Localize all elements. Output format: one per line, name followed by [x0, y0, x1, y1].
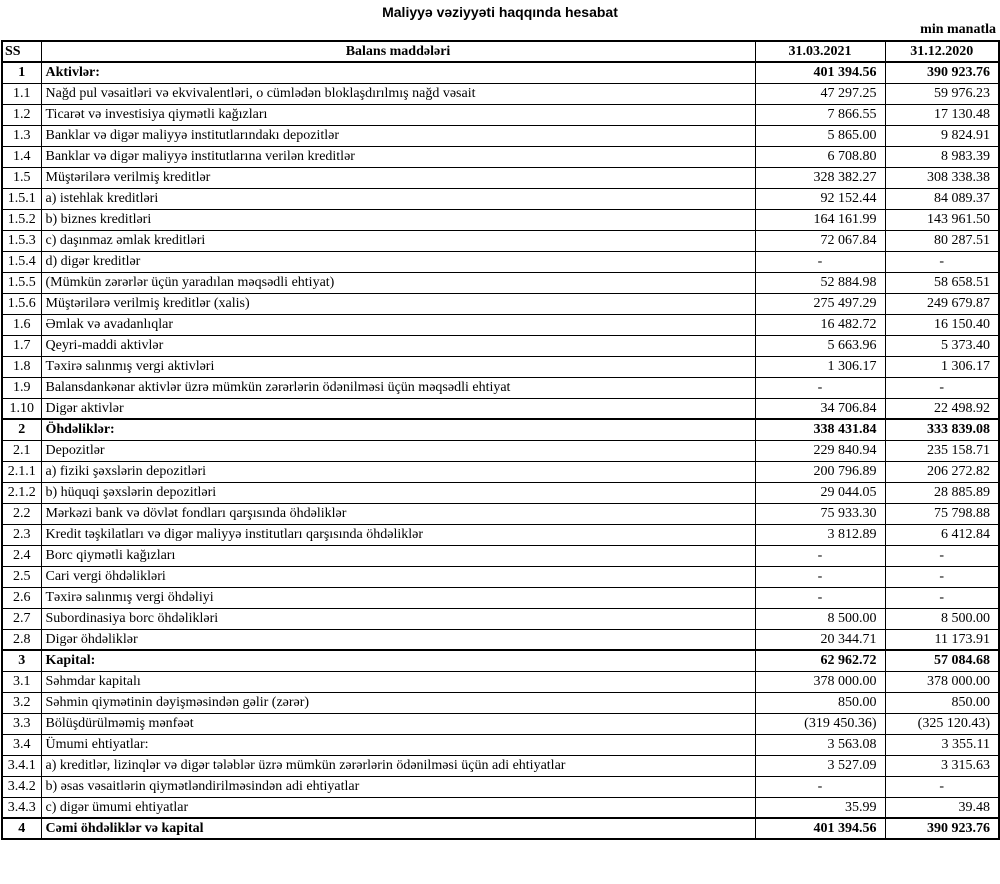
value-2021-cell: 75 933.30 [755, 503, 885, 524]
table-row [2, 440, 999, 461]
value-2020-cell: 850.00 [885, 692, 999, 713]
table-row [2, 650, 999, 671]
value-2021-cell: 20 344.71 [755, 629, 885, 650]
table-row [2, 482, 999, 503]
col-header-balance-items: Balans maddələri [41, 41, 755, 62]
table-row [2, 776, 999, 797]
row-number-cell: 2.4 [2, 545, 41, 566]
row-number-cell: 1.6 [2, 314, 41, 335]
value-2020-cell: 8 983.39 [885, 146, 999, 167]
balance-item-label: Depozitlər [41, 440, 755, 461]
table-row [2, 713, 999, 734]
value-2020-cell: - [885, 566, 999, 587]
table-row [2, 671, 999, 692]
value-2020-cell: (325 120.43) [885, 713, 999, 734]
value-2021-cell: - [755, 587, 885, 608]
value-2020-cell: 390 923.76 [885, 818, 999, 839]
row-number-cell: 1.3 [2, 125, 41, 146]
row-number-cell: 2.3 [2, 524, 41, 545]
value-2020-cell: - [885, 545, 999, 566]
table-row [2, 251, 999, 272]
table-row [2, 209, 999, 230]
table-row [2, 629, 999, 650]
value-2021-cell: - [755, 251, 885, 272]
value-2020-cell: 16 150.40 [885, 314, 999, 335]
value-2021-cell: - [755, 545, 885, 566]
balance-item-label: c) daşınmaz əmlak kreditləri [41, 230, 755, 251]
value-2020-cell: 75 798.88 [885, 503, 999, 524]
balance-item-label: b) hüquqi şəxslərin depozitləri [41, 482, 755, 503]
value-2021-cell: 35.99 [755, 797, 885, 818]
row-number-cell: 2.7 [2, 608, 41, 629]
balance-item-label: Banklar və digər maliyyə institutlarına verilən kreditlər [41, 146, 755, 167]
value-2021-cell: 401 394.56 [755, 818, 885, 839]
value-2021-cell: 401 394.56 [755, 62, 885, 83]
row-number-cell: 1 [2, 62, 41, 83]
balance-sheet-table [1, 40, 1000, 840]
row-number-cell: 3.2 [2, 692, 41, 713]
balance-item-label: b) biznes kreditləri [41, 209, 755, 230]
col-header-ss: SS [2, 41, 41, 62]
value-2020-cell: - [885, 251, 999, 272]
value-2021-cell: - [755, 776, 885, 797]
value-2021-cell: 229 840.94 [755, 440, 885, 461]
table-row [2, 377, 999, 398]
table-row [2, 230, 999, 251]
value-2020-cell: - [885, 587, 999, 608]
table-row [2, 734, 999, 755]
value-2021-cell: 378 000.00 [755, 671, 885, 692]
table-row [2, 62, 999, 83]
row-number-cell: 2.5 [2, 566, 41, 587]
balance-item-label: Təxirə salınmış vergi aktivləri [41, 356, 755, 377]
value-2020-cell: 22 498.92 [885, 398, 999, 419]
row-number-cell: 1.4 [2, 146, 41, 167]
value-2020-cell: 11 173.91 [885, 629, 999, 650]
row-number-cell: 3.4.2 [2, 776, 41, 797]
balance-item-label: a) istehlak kreditləri [41, 188, 755, 209]
row-number-cell: 3.1 [2, 671, 41, 692]
value-2020-cell: 39.48 [885, 797, 999, 818]
table-row [2, 356, 999, 377]
value-2021-cell: 92 152.44 [755, 188, 885, 209]
row-number-cell: 3.4 [2, 734, 41, 755]
table-row [2, 335, 999, 356]
balance-item-label: Qeyri-maddi aktivlər [41, 335, 755, 356]
row-number-cell: 2.1.2 [2, 482, 41, 503]
balance-item-label: Bölüşdürülməmiş mənfəət [41, 713, 755, 734]
value-2021-cell: - [755, 566, 885, 587]
table-row [2, 545, 999, 566]
balance-item-label: d) digər kreditlər [41, 251, 755, 272]
balance-item-label: Borc qiymətli kağızları [41, 545, 755, 566]
row-number-cell: 1.5.2 [2, 209, 41, 230]
row-number-cell: 1.5.3 [2, 230, 41, 251]
value-2020-cell: 5 373.40 [885, 335, 999, 356]
table-row [2, 503, 999, 524]
balance-item-label: Ticarət və investisiya qiymətli kağızları [41, 104, 755, 125]
row-number-cell: 1.9 [2, 377, 41, 398]
table-row [2, 692, 999, 713]
row-number-cell: 1.5.1 [2, 188, 41, 209]
value-2021-cell: 328 382.27 [755, 167, 885, 188]
value-2020-cell: - [885, 377, 999, 398]
table-row [2, 461, 999, 482]
row-number-cell: 2.2 [2, 503, 41, 524]
value-2020-cell: 58 658.51 [885, 272, 999, 293]
balance-item-label: Səhmin qiymətinin dəyişməsindən gəlir (zərər) [41, 692, 755, 713]
value-2021-cell: 3 563.08 [755, 734, 885, 755]
balance-item-label: (Mümkün zərərlər üçün yaradılan məqsədli ehtiyat) [41, 272, 755, 293]
balance-item-label: Kredit təşkilatları və digər maliyyə institutları qarşısında öhdəliklər [41, 524, 755, 545]
value-2020-cell: 308 338.38 [885, 167, 999, 188]
row-number-cell: 3.4.3 [2, 797, 41, 818]
value-2020-cell: 17 130.48 [885, 104, 999, 125]
balance-item-label: Nağd pul vəsaitləri və ekvivalentləri, o cümlədən bloklaşdırılmış nağd vəsait [41, 83, 755, 104]
balance-item-label: Öhdəliklər: [41, 419, 755, 440]
balance-item-label: Balansdankənar aktivlər üzrə mümkün zərərlərin ödənilməsi üçün məqsədli ehtiyat [41, 377, 755, 398]
value-2020-cell: 235 158.71 [885, 440, 999, 461]
value-2020-cell: 3 315.63 [885, 755, 999, 776]
row-number-cell: 1.5.5 [2, 272, 41, 293]
value-2020-cell: 8 500.00 [885, 608, 999, 629]
value-2021-cell: 29 044.05 [755, 482, 885, 503]
balance-item-label: Digər öhdəliklər [41, 629, 755, 650]
value-2020-cell: 80 287.51 [885, 230, 999, 251]
table-row [2, 83, 999, 104]
value-2020-cell: 333 839.08 [885, 419, 999, 440]
row-number-cell: 2.6 [2, 587, 41, 608]
row-number-cell: 4 [2, 818, 41, 839]
value-2021-cell: 8 500.00 [755, 608, 885, 629]
col-header-date-2020: 31.12.2020 [885, 41, 999, 62]
row-number-cell: 3.4.1 [2, 755, 41, 776]
row-number-cell: 2.1.1 [2, 461, 41, 482]
table-row [2, 755, 999, 776]
table-row [2, 524, 999, 545]
table-header-row [2, 41, 999, 62]
table-row [2, 188, 999, 209]
table-row [2, 314, 999, 335]
balance-item-label: c) digər ümumi ehtiyatlar [41, 797, 755, 818]
value-2021-cell: 16 482.72 [755, 314, 885, 335]
balance-item-label: Ümumi ehtiyatlar: [41, 734, 755, 755]
value-2020-cell: 1 306.17 [885, 356, 999, 377]
balance-item-label: Mərkəzi bank və dövlət fondları qarşısında öhdəliklər [41, 503, 755, 524]
table-row [2, 272, 999, 293]
table-row [2, 398, 999, 419]
value-2021-cell: - [755, 377, 885, 398]
balance-table-body [2, 62, 999, 839]
value-2021-cell: 62 962.72 [755, 650, 885, 671]
value-2020-cell: 59 976.23 [885, 83, 999, 104]
table-row [2, 167, 999, 188]
value-2021-cell: 200 796.89 [755, 461, 885, 482]
table-row [2, 419, 999, 440]
row-number-cell: 1.8 [2, 356, 41, 377]
value-2020-cell: 390 923.76 [885, 62, 999, 83]
table-row [2, 797, 999, 818]
value-2020-cell: 6 412.84 [885, 524, 999, 545]
value-2021-cell: (319 450.36) [755, 713, 885, 734]
value-2020-cell: 378 000.00 [885, 671, 999, 692]
row-number-cell: 3.3 [2, 713, 41, 734]
table-row [2, 818, 999, 839]
balance-item-label: Səhmdar kapitalı [41, 671, 755, 692]
value-2021-cell: 5 663.96 [755, 335, 885, 356]
value-2021-cell: 338 431.84 [755, 419, 885, 440]
value-2020-cell: 206 272.82 [885, 461, 999, 482]
balance-item-label: Cari vergi öhdəlikləri [41, 566, 755, 587]
balance-item-label: Əmlak və avadanlıqlar [41, 314, 755, 335]
row-number-cell: 1.5.6 [2, 293, 41, 314]
value-2020-cell: 249 679.87 [885, 293, 999, 314]
table-row [2, 125, 999, 146]
unit-note: min manatla [920, 22, 996, 37]
value-2021-cell: 72 067.84 [755, 230, 885, 251]
table-row [2, 608, 999, 629]
table-row [2, 293, 999, 314]
balance-item-label: Digər aktivlər [41, 398, 755, 419]
balance-item-label: Müştərilərə verilmiş kreditlər [41, 167, 755, 188]
value-2020-cell: 57 084.68 [885, 650, 999, 671]
balance-item-label: Müştərilərə verilmiş kreditlər (xalis) [41, 293, 755, 314]
value-2021-cell: 34 706.84 [755, 398, 885, 419]
row-number-cell: 2.1 [2, 440, 41, 461]
table-row [2, 146, 999, 167]
table-row [2, 104, 999, 125]
table-row [2, 587, 999, 608]
row-number-cell: 2.8 [2, 629, 41, 650]
balance-item-label: Subordinasiya borc öhdəlikləri [41, 608, 755, 629]
row-number-cell: 3 [2, 650, 41, 671]
balance-item-label: Kapital: [41, 650, 755, 671]
row-number-cell: 1.1 [2, 83, 41, 104]
balance-item-label: a) kreditlər, lizinqlər və digər tələblər üzrə mümkün zərərlərin ödənilməsi üçün adi ehtiyatlar [41, 755, 755, 776]
value-2021-cell: 7 866.55 [755, 104, 885, 125]
value-2021-cell: 850.00 [755, 692, 885, 713]
value-2020-cell: 143 961.50 [885, 209, 999, 230]
value-2021-cell: 47 297.25 [755, 83, 885, 104]
row-number-cell: 1.5 [2, 167, 41, 188]
balance-item-label: Banklar və digər maliyyə institutlarındakı depozitlər [41, 125, 755, 146]
table-row [2, 566, 999, 587]
row-number-cell: 1.10 [2, 398, 41, 419]
row-number-cell: 2 [2, 419, 41, 440]
col-header-date-2021: 31.03.2021 [755, 41, 885, 62]
value-2020-cell: 28 885.89 [885, 482, 999, 503]
value-2021-cell: 3 812.89 [755, 524, 885, 545]
balance-item-label: Cəmi öhdəliklər və kapital [41, 818, 755, 839]
value-2021-cell: 275 497.29 [755, 293, 885, 314]
value-2020-cell: 84 089.37 [885, 188, 999, 209]
balance-item-label: a) fiziki şəxslərin depozitləri [41, 461, 755, 482]
row-number-cell: 1.2 [2, 104, 41, 125]
value-2020-cell: - [885, 776, 999, 797]
value-2020-cell: 9 824.91 [885, 125, 999, 146]
balance-item-label: Aktivlər: [41, 62, 755, 83]
row-number-cell: 1.5.4 [2, 251, 41, 272]
row-number-cell: 1.7 [2, 335, 41, 356]
value-2021-cell: 3 527.09 [755, 755, 885, 776]
value-2021-cell: 6 708.80 [755, 146, 885, 167]
value-2021-cell: 164 161.99 [755, 209, 885, 230]
page-title: Maliyyə vəziyyəti haqqında hesabat [382, 4, 618, 20]
value-2021-cell: 1 306.17 [755, 356, 885, 377]
value-2020-cell: 3 355.11 [885, 734, 999, 755]
balance-item-label: Təxirə salınmış vergi öhdəliyi [41, 587, 755, 608]
value-2021-cell: 5 865.00 [755, 125, 885, 146]
balance-item-label: b) əsas vəsaitlərin qiymətləndirilməsindən adi ehtiyatlar [41, 776, 755, 797]
value-2021-cell: 52 884.98 [755, 272, 885, 293]
